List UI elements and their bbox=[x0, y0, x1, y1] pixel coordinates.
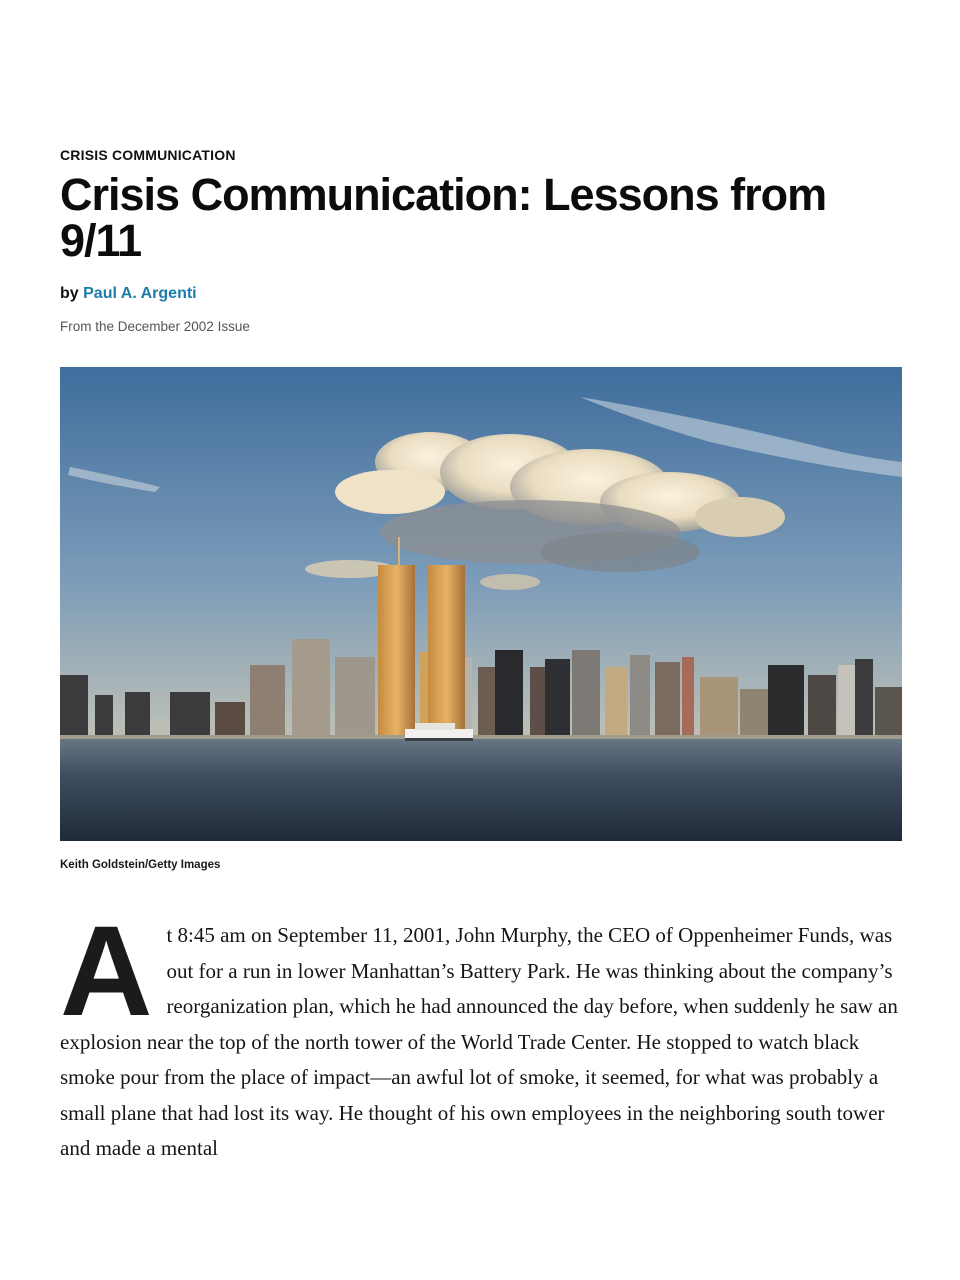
author-link[interactable]: Paul A. Argenti bbox=[83, 285, 197, 302]
byline bbox=[60, 285, 197, 303]
hero-image bbox=[60, 367, 902, 841]
article-paragraph: t 8:45 am on September 11, 2001, John Murphy, the CEO of Oppenheimer Funds, was out for a run in lower Manhattan’s Battery Park. He was thinking about the company’s reorganization plan, which he had announced the day before, when suddenly he saw an explosion near the top of the north tower of the World Trade Center. He stopped to watch black smoke pour from the place of impact—an awful lot of smoke, it seemed, for what was probably a small plane that had lost its way. He thought of his own employees in the neighboring south tower and made a mental bbox=[60, 923, 898, 1160]
article-body bbox=[60, 900, 902, 1167]
article-category[interactable]: CRISIS COMMUNICATION bbox=[60, 147, 236, 163]
byline-prefix: by bbox=[60, 285, 79, 302]
issue-date: From the December 2002 Issue bbox=[60, 319, 250, 334]
image-credit: Keith Goldstein/Getty Images bbox=[60, 859, 221, 871]
drop-cap: A bbox=[60, 900, 153, 1043]
article-title: Crisis Communication: Lessons from 9/11 bbox=[60, 169, 827, 266]
